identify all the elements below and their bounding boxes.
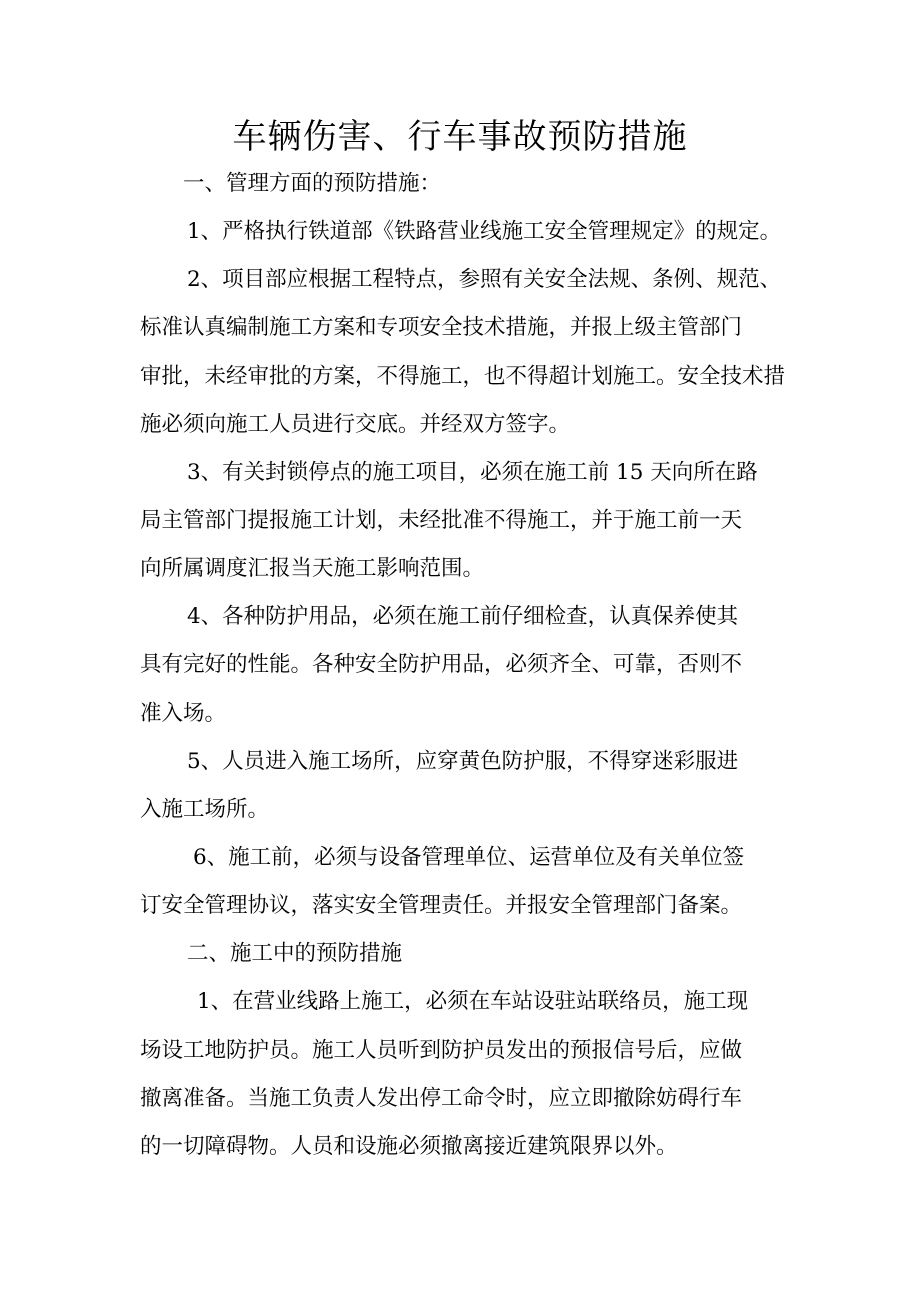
section-heading: 二、施工中的预防措施 bbox=[187, 941, 403, 967]
paragraph-line: 2、项目部应根据工程特点，参照有关安全法规、条例、规范、 bbox=[187, 267, 782, 293]
paragraph-line: 订安全管理协议，落实安全管理责任。并报安全管理部门备案。 bbox=[140, 893, 743, 919]
paragraph-line: 入施工场所。 bbox=[140, 796, 270, 822]
paragraph-line: 5、人员进入施工场所，应穿黄色防护服，不得穿迷彩服进 bbox=[187, 748, 739, 774]
section-heading: 一、管理方面的预防措施： bbox=[183, 171, 442, 196]
document-title: 车辆伤害、行车事故预防措施 bbox=[232, 117, 688, 157]
document-body bbox=[140, 160, 900, 1171]
paragraph-line: 的一切障碍物。人员和设施必须撤离接近建筑限界以外。 bbox=[140, 1133, 678, 1159]
paragraph-line: 1、在营业线路上施工，必须在车站设驻站联络员，施工现 bbox=[197, 989, 749, 1015]
paragraph-line: 场设工地防护员。施工人员听到防护员发出的预报信号后，应做 bbox=[140, 1037, 743, 1063]
paragraph-line: 4、各种防护用品，必须在施工前仔细检查，认真保养使其 bbox=[187, 604, 739, 630]
paragraph-line: 施必须向施工人员进行交底。并经双方签字。 bbox=[140, 411, 571, 437]
paragraph-line: 3、有关封锁停点的施工项目，必须在施工前 15 天向所在路 bbox=[187, 459, 758, 485]
paragraph-line: 局主管部门提报施工计划，未经批准不得施工，并于施工前一天 bbox=[140, 507, 743, 533]
paragraph-line: 准入场。 bbox=[140, 700, 227, 726]
paragraph-line: 撤离准备。当施工负责人发出停工命令时，应立即撤除妨碍行车 bbox=[140, 1085, 743, 1111]
paragraph-line: 具有完好的性能。各种安全防护用品，必须齐全、可靠，否则不 bbox=[140, 652, 743, 678]
paragraph-line: 标准认真编制施工方案和专项安全技术措施，并报上级主管部门 bbox=[140, 315, 743, 341]
paragraph-line: 审批，未经审批的方案，不得施工，也不得超计划施工。安全技术措 bbox=[140, 363, 786, 389]
paragraph-line: 6、施工前，必须与设备管理单位、运营单位及有关单位签 bbox=[193, 844, 745, 870]
paragraph-line: 向所属调度汇报当天施工影响范围。 bbox=[140, 556, 485, 582]
paragraph-line: 1、严格执行铁道部《铁路营业线施工安全管理规定》的规定。 bbox=[187, 219, 782, 245]
